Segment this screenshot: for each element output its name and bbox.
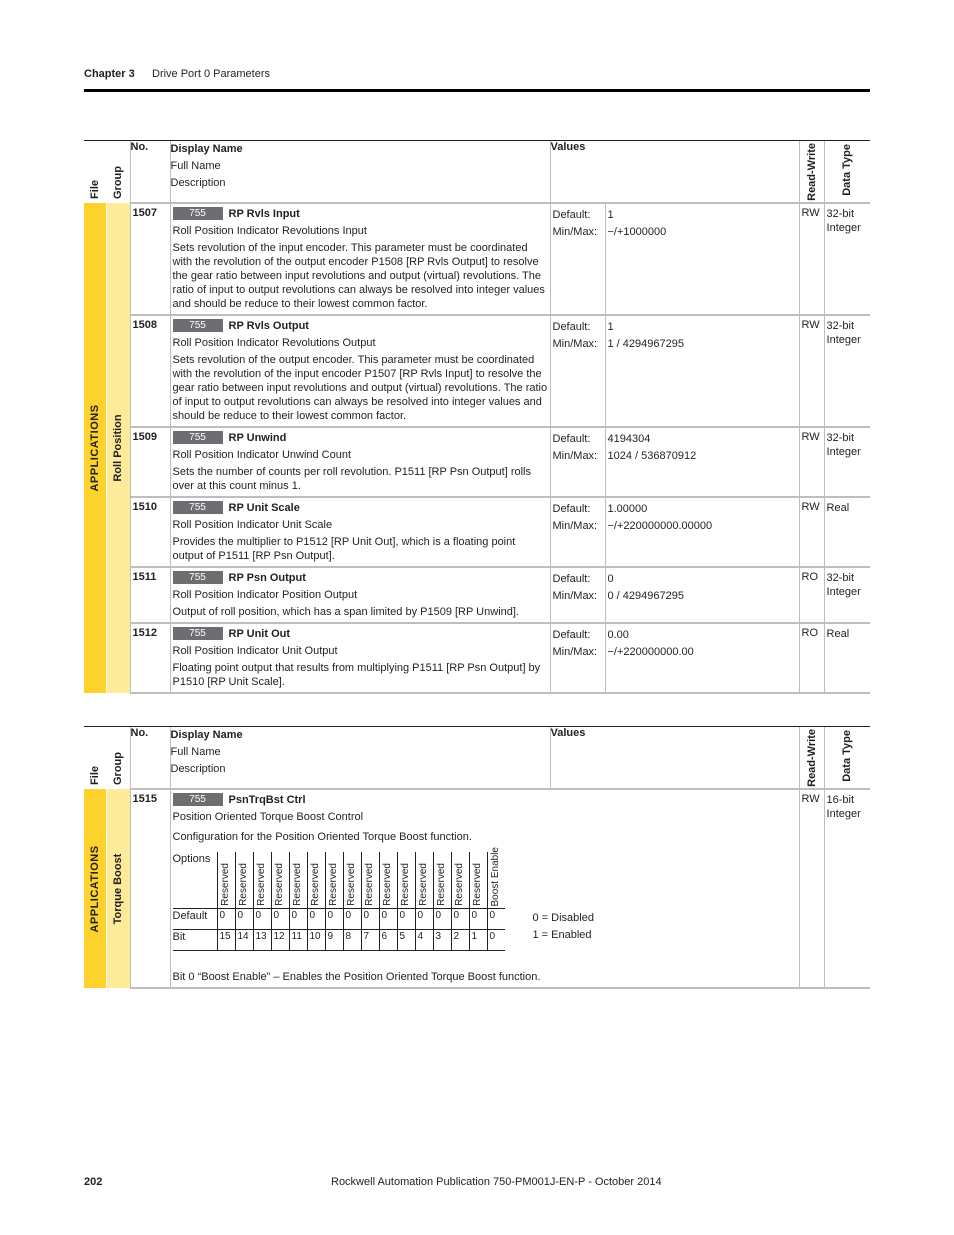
bit-default-value: 0 <box>307 909 325 930</box>
bit-option-header: Reserved <box>469 852 487 909</box>
col-display-header: Display Name Full Name Description <box>170 727 550 790</box>
default-label: Default <box>173 909 218 930</box>
col-no-header: No. <box>130 141 170 204</box>
value-labels: Default: Min/Max: <box>550 315 605 427</box>
table-header-row <box>84 727 870 790</box>
bit-default-value: 0 <box>487 909 505 930</box>
port-badge: 755 <box>173 319 223 332</box>
bit-number: 0 <box>487 930 505 951</box>
bit-option-header: Reserved <box>253 852 271 909</box>
param-full-name: Roll Position Indicator Unit Scale <box>172 519 333 531</box>
port-badge: 755 <box>173 207 223 220</box>
param-name: RP Psn Output <box>228 572 306 584</box>
bit-option-header: Reserved <box>361 852 379 909</box>
bit-default-value: 0 <box>469 909 487 930</box>
read-write: RW <box>799 497 824 567</box>
param-description: Provides the multiplier to P1512 [RP Unit Out], which is a floating point output of P1511 [RP Psn Output]. <box>172 536 516 562</box>
col-values-header: Values <box>550 727 799 790</box>
col-rw-header: Read-Write <box>799 727 824 790</box>
bit-option-header: Reserved <box>343 852 361 909</box>
read-write: RO <box>799 567 824 623</box>
bit-default-value: 0 <box>271 909 289 930</box>
bit-default-value: 0 <box>451 909 469 930</box>
value-values: 1 1 / 4294967295 <box>605 315 799 427</box>
bit-number: 5 <box>397 930 415 951</box>
bit-option-header: Reserved <box>379 852 397 909</box>
bit-default-value: 0 <box>325 909 343 930</box>
param-name: RP Unit Out <box>228 628 291 640</box>
bit-default-value: 0 <box>379 909 397 930</box>
value-values: 4194304 1024 / 536870912 <box>605 427 799 497</box>
bit-default-value: 0 <box>253 909 271 930</box>
data-type: 32-bit Integer <box>824 427 870 497</box>
value-labels: Default: Min/Max: <box>550 497 605 567</box>
bit-number: 8 <box>343 930 361 951</box>
bit-option-header: Reserved <box>415 852 433 909</box>
parameter-table-roll-position <box>84 140 870 694</box>
bit-default-value: 0 <box>217 909 235 930</box>
param-display <box>170 623 550 693</box>
param-number: 1511 <box>130 567 170 623</box>
group-cell: Torque Boost <box>106 789 130 988</box>
bit-legend <box>533 910 594 944</box>
bit-option-header: Reserved <box>289 852 307 909</box>
legend-enabled: 1 = Enabled <box>532 929 592 941</box>
bit-number: 10 <box>307 930 325 951</box>
bit-default-value: 0 <box>289 909 307 930</box>
file-cell: APPLICATIONS <box>84 789 106 988</box>
col-group-header: Group <box>106 727 130 790</box>
param-name: RP Unit Scale <box>228 502 300 514</box>
bit-number: 13 <box>253 930 271 951</box>
param-name: RP Rvls Output <box>228 320 309 332</box>
read-write: RW <box>799 789 824 988</box>
param-description: Output of roll position, which has a span limited by P1509 [RP Unwind]. <box>172 606 519 618</box>
col-dtype-header: Data Type <box>824 727 870 790</box>
param-display <box>170 789 799 988</box>
group-cell: Roll Position <box>106 203 130 693</box>
param-number: 1507 <box>130 203 170 315</box>
param-display <box>170 315 550 427</box>
bit-number: 9 <box>325 930 343 951</box>
bit-number: 11 <box>289 930 307 951</box>
param-description: Floating point output that results from multiplying P1511 [RP Psn Output] by P1510 [RP Unit Scale]. <box>172 662 541 688</box>
bit-number: 2 <box>451 930 469 951</box>
col-no-header: No. <box>130 727 170 790</box>
table-header-row <box>84 141 870 204</box>
param-name: RP Rvls Input <box>228 208 300 220</box>
value-labels: Default: Min/Max: <box>550 427 605 497</box>
publication-info: Rockwell Automation Publication 750-PM001J-EN-P - October 2014 <box>331 1176 662 1188</box>
bit-option-header: Reserved <box>325 852 343 909</box>
data-type: Real <box>824 623 870 693</box>
col-values-header: Values <box>550 141 799 204</box>
param-name: PsnTrqBst Ctrl <box>228 794 306 806</box>
value-values: 1 −/+1000000 <box>605 203 799 315</box>
value-values: 1.00000 −/+220000000.00000 <box>605 497 799 567</box>
bit-default-value: 0 <box>433 909 451 930</box>
value-labels: Default: Min/Max: <box>550 623 605 693</box>
bit-number: 1 <box>469 930 487 951</box>
param-number: 1509 <box>130 427 170 497</box>
parameter-table-torque-boost <box>84 726 870 989</box>
bit-number: 3 <box>433 930 451 951</box>
bit-option-header: Reserved <box>271 852 289 909</box>
bit-default-value: 0 <box>415 909 433 930</box>
data-type: 32-bit Integer <box>824 203 870 315</box>
bit-option-header: Reserved <box>217 852 235 909</box>
read-write: RW <box>799 315 824 427</box>
param-full-name: Position Oriented Torque Boost Control <box>172 811 364 823</box>
legend-disabled: 0 = Disabled <box>532 912 594 924</box>
data-type: Real <box>824 497 870 567</box>
param-description: Sets revolution of the input encoder. This parameter must be coordinated with the revolution of the output encoder P1508 [RP Rvls Output] to resolve the gear ratio between input revolutions and output (virtual) revolutions. The ratio of input to output revolutions can always be resolved into integer values and should be reduce to their lowest common factor. <box>172 242 545 310</box>
page-number: 202 <box>84 1176 103 1188</box>
param-full-name: Roll Position Indicator Unit Output <box>172 645 338 657</box>
param-number: 1508 <box>130 315 170 427</box>
col-display-header: Display Name Full Name Description <box>170 141 550 204</box>
chapter-label: Chapter 3 <box>84 68 135 80</box>
col-group-header: Group <box>106 141 130 204</box>
bit-default-value: 0 <box>397 909 415 930</box>
value-labels: Default: Min/Max: <box>550 567 605 623</box>
bit-option-header: Reserved <box>451 852 469 909</box>
param-full-name: Roll Position Indicator Revolutions Input <box>172 225 367 237</box>
port-badge: 755 <box>173 571 223 584</box>
param-number: 1512 <box>130 623 170 693</box>
bit-default-value: 0 <box>343 909 361 930</box>
options-label: Options <box>172 853 211 865</box>
value-labels: Default: Min/Max: <box>550 203 605 315</box>
data-type: 16-bit Integer <box>824 789 870 988</box>
col-file-header: File <box>84 727 106 790</box>
param-number: 1515 <box>130 789 170 988</box>
bit-number: 4 <box>415 930 433 951</box>
param-description: Sets revolution of the output encoder. This parameter must be coordinated with the revolution of the input encoder P1507 [RP Rvls Input] to resolve the gear ratio between input revolutions and output (virtual) revolutions. The ratio of input to output revolutions can always be resolved into integer values and should be reduce to their lowest common factor. <box>172 354 548 422</box>
param-number: 1510 <box>130 497 170 567</box>
port-badge: 755 <box>173 627 223 640</box>
param-full-name: Roll Position Indicator Unwind Count <box>172 449 352 461</box>
param-display <box>170 203 550 315</box>
col-file-header: File <box>84 141 106 204</box>
port-badge: 755 <box>173 793 223 806</box>
bit-option-header: Reserved <box>397 852 415 909</box>
chapter-title: Drive Port 0 Parameters <box>152 68 270 80</box>
bit-number: 6 <box>379 930 397 951</box>
port-badge: 755 <box>173 501 223 514</box>
param-full-name: Roll Position Indicator Position Output <box>172 589 358 601</box>
param-display <box>170 567 550 623</box>
read-write: RO <box>799 623 824 693</box>
port-badge: 755 <box>173 431 223 444</box>
file-cell: APPLICATIONS <box>84 203 106 693</box>
param-full-name: Roll Position Indicator Revolutions Output <box>172 337 376 349</box>
bit-default-value: 0 <box>235 909 253 930</box>
param-description: Configuration for the Position Oriented Torque Boost function. <box>172 831 472 843</box>
data-type: 32-bit Integer <box>824 567 870 623</box>
bit-option-header: Boost Enable <box>487 852 505 909</box>
param-name: RP Unwind <box>228 432 287 444</box>
param-display <box>170 497 550 567</box>
data-type: 32-bit Integer <box>824 315 870 427</box>
bit-label: Bit <box>173 930 218 951</box>
param-description: Sets the number of counts per roll revolution. P1511 [RP Psn Output] rolls over at this count minus 1. <box>172 466 532 492</box>
bit-option-header: Reserved <box>235 852 253 909</box>
bit-options-table <box>172 846 797 964</box>
bit-default-value: 0 <box>361 909 379 930</box>
bit-option-header: Reserved <box>433 852 451 909</box>
col-dtype-header: Data Type <box>824 141 870 204</box>
bit-number: 14 <box>235 930 253 951</box>
read-write: RW <box>799 203 824 315</box>
header-rule <box>84 89 870 92</box>
value-values: 0 0 / 4294967295 <box>605 567 799 623</box>
bit-option-header: Reserved <box>307 852 325 909</box>
bit-note: Bit 0 “Boost Enable” – Enables the Position Oriented Torque Boost function. <box>172 971 541 983</box>
bit-number: 7 <box>361 930 379 951</box>
read-write: RW <box>799 427 824 497</box>
value-values: 0.00 −/+220000000.00 <box>605 623 799 693</box>
param-display <box>170 427 550 497</box>
bit-number: 12 <box>271 930 289 951</box>
bit-number: 15 <box>217 930 235 951</box>
col-rw-header: Read-Write <box>799 141 824 204</box>
